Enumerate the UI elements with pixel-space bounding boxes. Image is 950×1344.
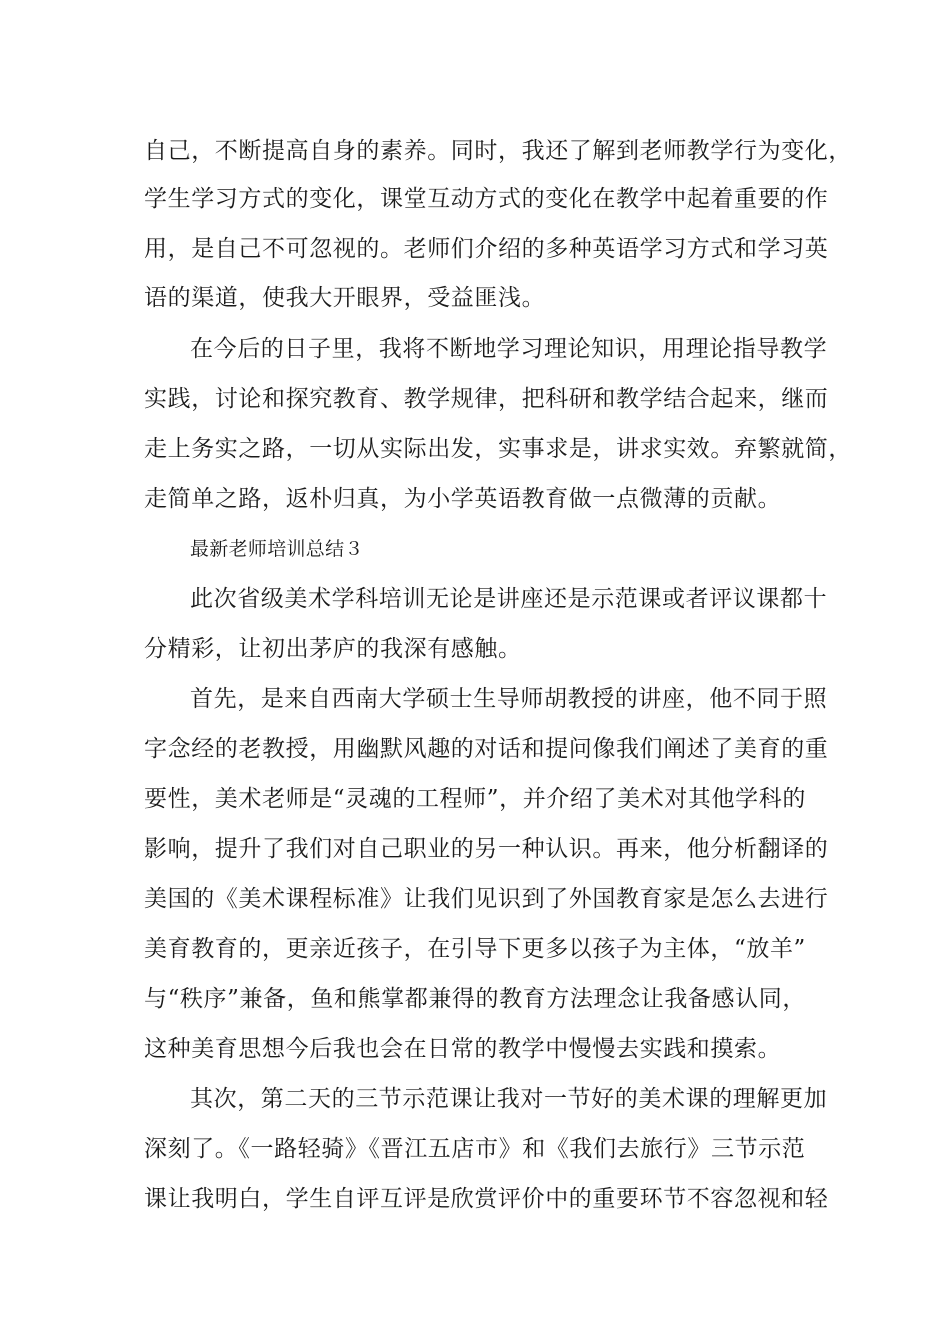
paragraph-start-line: 在今后的日子里，我将不断地学习理论知识，用理论指导教学 bbox=[190, 336, 828, 362]
paragraph-start-line: 首先，是来自西南大学硕士生导师胡教授的讲座，他不同于照 bbox=[190, 686, 828, 712]
text-line: 这种美育思想今后我也会在日常的教学中慢慢去实践和摸索。 bbox=[144, 1036, 782, 1062]
text-line: 走上务实之路，一切从实际出发，实事求是，讲求实效。弃繁就简， bbox=[144, 436, 852, 462]
text-line: 学生学习方式的变化，课堂互动方式的变化在教学中起着重要的作 bbox=[144, 186, 829, 212]
text-line: 实践，讨论和探究教育、教学规律，把科研和教学结合起来，继而 bbox=[144, 386, 829, 412]
text-line: 分精彩，让初出茅庐的我深有感触。 bbox=[144, 636, 522, 662]
text-line: 语的渠道，使我大开眼界，受益匪浅。 bbox=[144, 285, 546, 311]
text-line: 字念经的老教授，用幽默风趣的对话和提问像我们阐述了美育的重 bbox=[144, 736, 829, 762]
text-line: 美国的《美术课程标准》让我们见识到了外国教育家是怎么去进行 bbox=[144, 886, 829, 912]
section-heading: 最新老师培训总结３ bbox=[190, 538, 364, 560]
text-line: 走简单之路，返朴归真，为小学英语教育做一点微薄的贡献。 bbox=[144, 486, 782, 512]
text-line: 要性，美术老师是“灵魂的工程师”，并介绍了美术对其他学科的 bbox=[144, 786, 806, 812]
text-line: 自己，不断提高自身的素养。同时，我还了解到老师教学行为变化， bbox=[144, 138, 852, 164]
text-line: 深刻了。《一路轻骑》《晋江五店市》和《我们去旅行》三节示范 bbox=[144, 1136, 806, 1162]
text-line: 用，是自己不可忽视的。老师们介绍的多种英语学习方式和学习英 bbox=[144, 236, 829, 262]
paragraph-start-line: 其次，第二天的三节示范课让我对一节好的美术课的理解更加 bbox=[190, 1086, 828, 1112]
text-line: 与“秩序”兼备，鱼和熊掌都兼得的教育方法理念让我备感认同， bbox=[144, 986, 806, 1012]
text-line: 影响，提升了我们对自己职业的另一种认识。再来，他分析翻译的 bbox=[144, 836, 829, 862]
text-line: 美育教育的，更亲近孩子，在引导下更多以孩子为主体，“放羊” bbox=[144, 936, 806, 962]
paragraph-start-line: 此次省级美术学科培训无论是讲座还是示范课或者评议课都十 bbox=[190, 586, 828, 612]
text-line: 课让我明白，学生自评互评是欣赏评价中的重要环节不容忽视和轻 bbox=[144, 1186, 829, 1212]
